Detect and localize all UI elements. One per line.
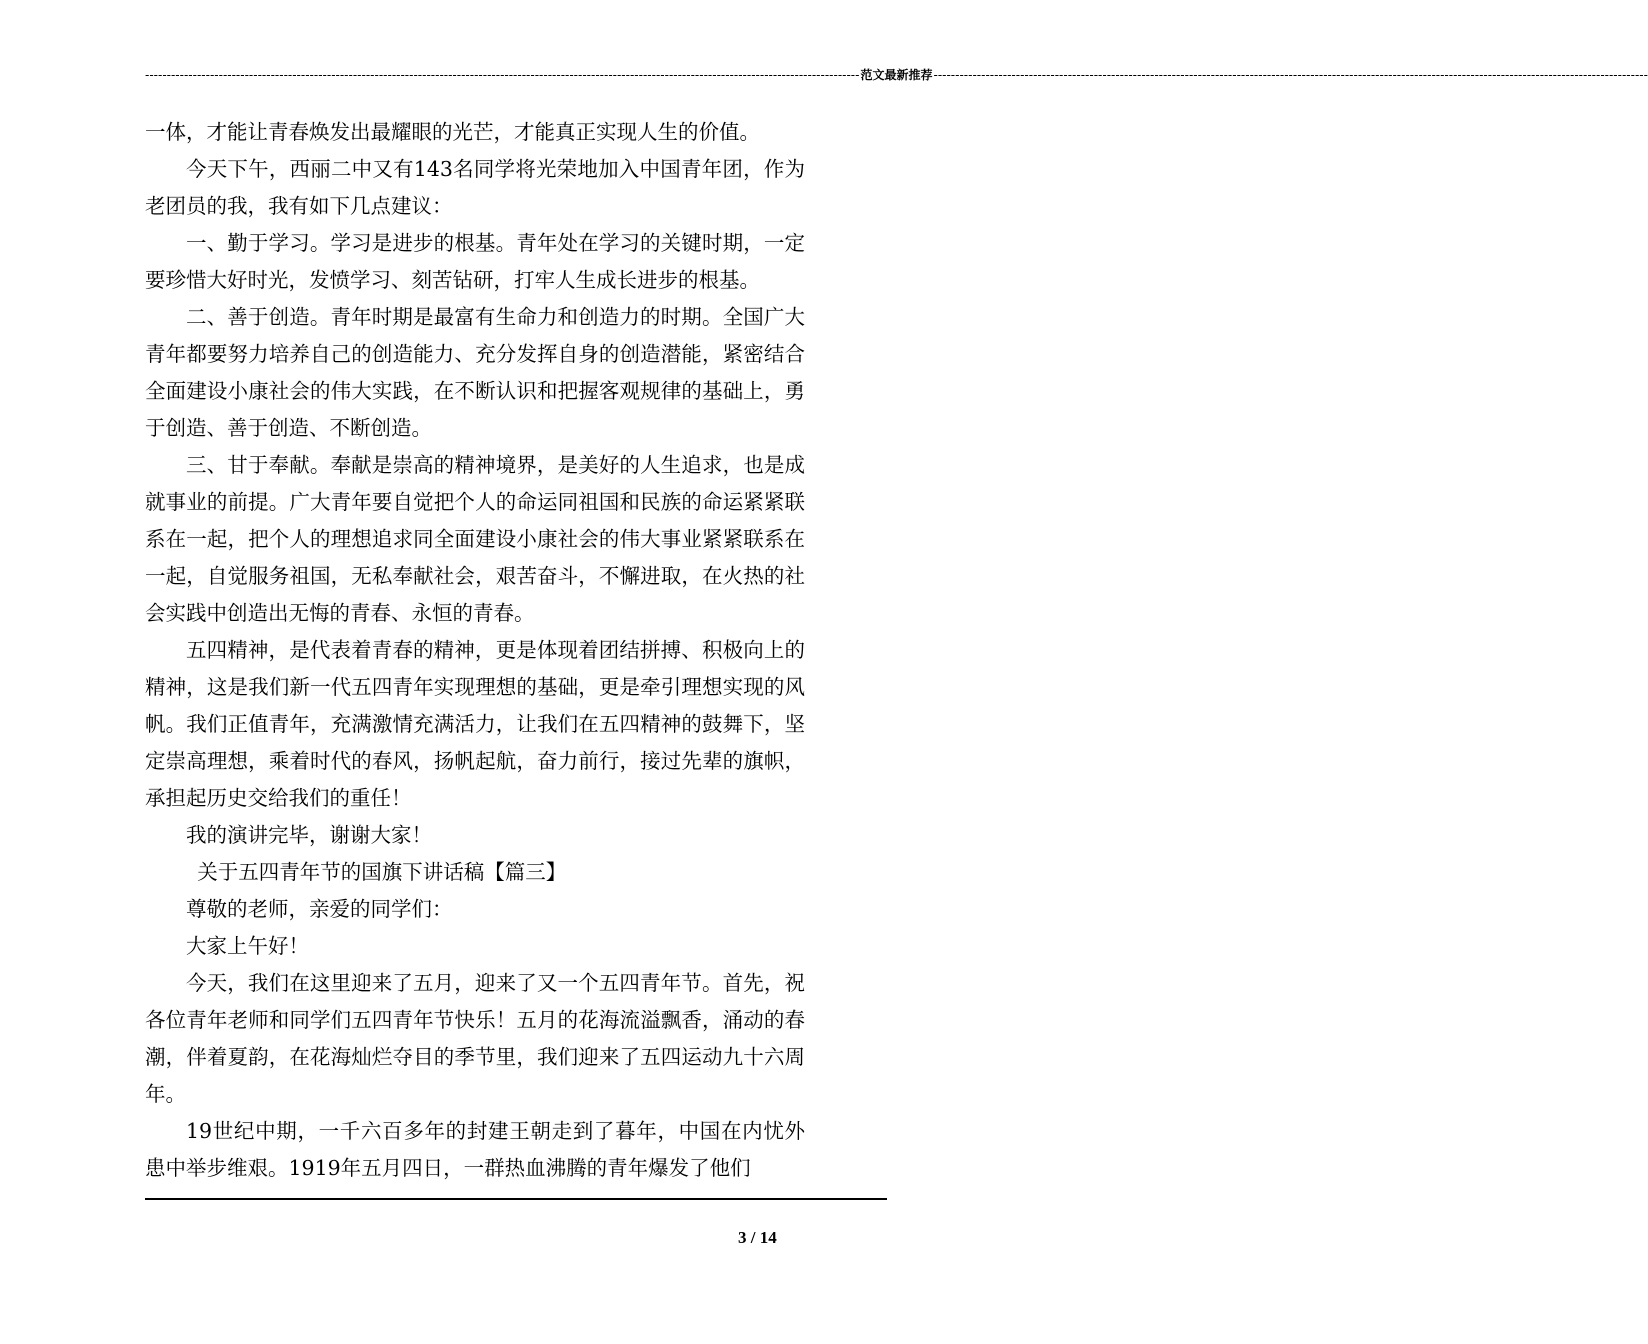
paragraph: 我的演讲完毕，谢谢大家！ [186,823,432,847]
footer-divider [145,1198,887,1200]
page-current: 3 [738,1228,747,1247]
paragraph: 一体，才能让青春焕发出最耀眼的光芒，才能真正实现人生的价值。 [145,120,760,144]
paragraph: 五四精神，是代表着青春的精神，更是体现着团结拼搏、积极向上的精神，这是我们新一代五四青年实现理想的基础，更是牵引理想实现的风帆。我们正值青年，充满激情充满活力，让我们在五四精神的鼓舞下，坚定崇高理想，乘着时代的春风，扬帆起航，奋力前行，接过先辈的旗帜，承担起历史交给我们的重任！ [145,638,805,810]
header-title: 范文最新推荐 [860,68,933,82]
paragraph: 尊敬的老师，亲爱的同学们： [186,897,453,921]
section-heading: 关于五四青年节的国旗下讲话稿【篇三】 [197,860,567,884]
page-separator: / [746,1228,760,1247]
paragraph: 今天，我们在这里迎来了五月，迎来了又一个五四青年节。首先，祝各位青年老师和同学们五四青年节快乐！五月的花海流溢飘香，涌动的春潮，伴着夏韵，在花海灿烂夺目的季节里，我们迎来了五四运动九十六周年。 [145,971,805,1106]
paragraph: 一、勤于学习。学习是进步的根基。青年处在学习的关键时期，一定要珍惜大好时光，发愤学习、刻苦钻研，打牢人生成长进步的根基。 [145,231,805,292]
paragraph: 19世纪中期，一千六百多年的封建王朝走到了暮年，中国在内忧外患中举步维艰。1919年五月四日，一群热血沸腾的青年爆发了他们 [145,1119,805,1180]
page-header [145,64,1648,86]
paragraph: 三、甘于奉献。奉献是崇高的精神境界，是美好的人生追求，也是成就事业的前提。广大青年要自觉把个人的命运同祖国和民族的命运紧紧联系在一起，把个人的理想追求同全面建设小康社会的伟大事业紧紧联系在一起，自觉服务祖国，无私奉献社会，艰苦奋斗，不懈进取，在火热的社会实践中创造出无悔的青春、永恒的青春。 [145,453,805,625]
paragraph: 今天下午，西丽二中又有143名同学将光荣地加入中国青年团，作为老团员的我，我有如下几点建议： [145,157,805,218]
page-number [738,1228,818,1248]
paragraph: 大家上午好！ [186,934,309,958]
paragraph: 二、善于创造。青年时期是最富有生命力和创造力的时期。全国广大青年都要努力培养自己的创造能力、充分发挥自身的创造潜能，紧密结合全面建设小康社会的伟大实践，在不断认识和把握客观规律的基础上，勇于创造、善于创造、不断创造。 [145,305,805,440]
page-total: 14 [759,1228,777,1247]
header-left-rule: --------------------------------------------------------------------------------------------------------------------------------------------------------------------- [145,68,860,82]
document-body [145,114,805,1187]
header-right-rule: --------------------------------------------------------------------------------------------------------------------------------------------------------------------- [933,68,1648,82]
